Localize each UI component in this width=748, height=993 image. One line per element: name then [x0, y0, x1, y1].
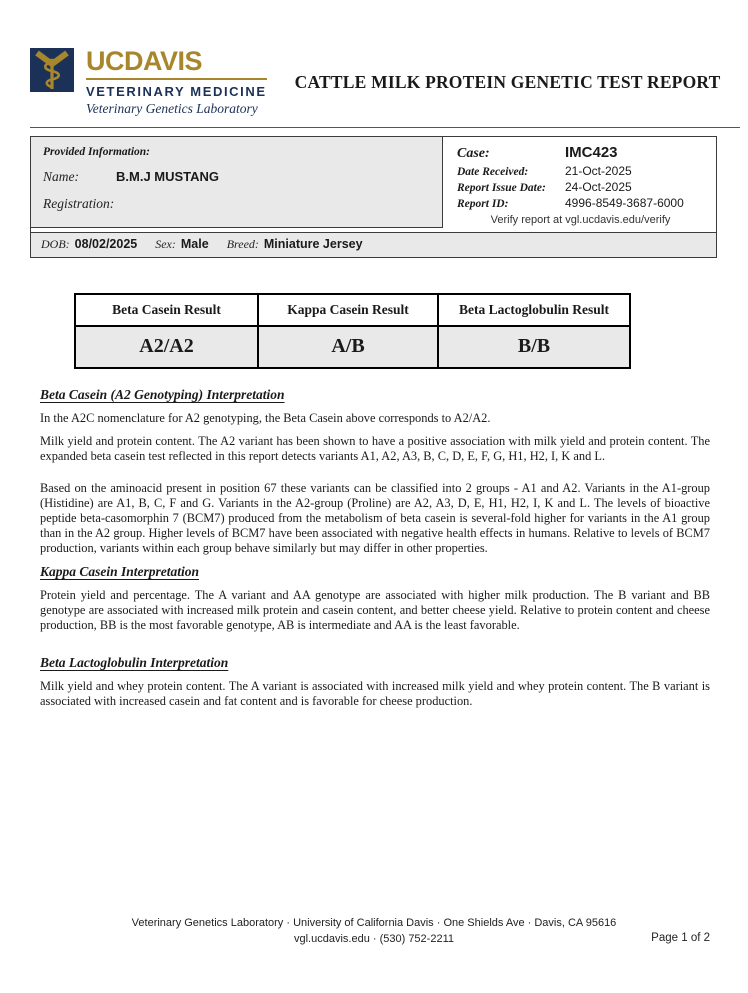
registration-field — [43, 196, 430, 212]
caduceus-icon — [30, 48, 74, 92]
provided-information-cell — [31, 137, 443, 228]
kappa-casein-section — [40, 564, 710, 633]
footer-address: Veterinary Genetics Laboratory · University of California Davis · One Shields Ave · Davis, CA 95616 — [131, 917, 617, 929]
results-header-row — [75, 294, 630, 326]
logo-brand — [86, 48, 267, 80]
report-header — [30, 48, 720, 117]
results-value-row — [75, 326, 630, 368]
kappa-casein-result: A/B — [258, 326, 438, 368]
dob-value: 08/02/2025 — [74, 237, 138, 251]
page-title: CATTLE MILK PROTEIN GENETIC TEST REPORT — [294, 72, 721, 92]
report-id-value: 4996-8549-3687-6000 — [565, 196, 684, 210]
report-id-row — [457, 196, 704, 210]
page-indicator: Page 1 of 2 — [651, 932, 710, 944]
beta-lactoglobulin-paragraph: Milk yield and whey protein content. The A variant is associated with increased milk yield and whey protein content. The B variant is associated with increased casein and fat content and is favorable for cheese production. — [40, 679, 710, 708]
date-received-value: 21-Oct-2025 — [565, 164, 632, 178]
beta-casein-paragraph-3: Based on the aminoacid present in position 67 these variants can be classified into 2 groups - A1 and A2. Variants in the A1-group (Histidine) are A1, B, C, F and G. Variants in the A2-group (Proline) are A2, A3, D, E, H1, H2, I, K and L. The levels of bioactive peptide beta-casomorphin 7 (BCM7) produced from the metabolism of beta casein is several-fold higher for variants in the A1 group than in the A2 group. Higher levels of BCM7 have been associated with negative health effects in humans. Relative to levels of BCM7 production, variants within each group behave similarly but may differ in other properties. — [40, 481, 710, 555]
interpretation-sections — [40, 387, 710, 709]
logo-subtitle: VETERINARY MEDICINE — [86, 84, 267, 99]
logo-uc-text: UC — [86, 46, 124, 76]
dob-sex-breed-row — [31, 232, 716, 257]
beta-casein-paragraph-2: Milk yield and protein content. The A2 variant has been shown to have a positive association with milk yield and protein content. The expanded beta casein test reflected in this report detects variants A1, A2, A3, B, C, D, E, F, G, H1, H2, I, K and L. — [40, 434, 710, 463]
kappa-casein-header: Kappa Casein Result — [258, 294, 438, 326]
registration-label: Registration: — [43, 196, 115, 211]
info-box — [30, 136, 717, 258]
name-label: Name: — [43, 169, 79, 184]
report-issue-date-row — [457, 180, 704, 194]
case-row — [457, 144, 704, 162]
date-received-row — [457, 164, 704, 178]
beta-lactoglobulin-section — [40, 655, 710, 709]
name-field — [43, 169, 430, 185]
kappa-casein-paragraph: Protein yield and percentage. The A variant and AA genotype are associated with higher milk production. The B variant and BB genotype are associated with increased milk protein and casein content, and better cheese yield. Relative to protein content and cheese production, BB is the most favorable genotype, AB is intermediate and AA is the least favorable. — [40, 588, 710, 632]
report-id-label: Report ID: — [457, 198, 509, 210]
report-issue-date-value: 24-Oct-2025 — [565, 180, 632, 194]
sex-value: Male — [180, 237, 209, 251]
beta-casein-heading: Beta Casein (A2 Genotyping) Interpretation — [40, 387, 285, 402]
sex-label: Sex: — [155, 237, 176, 251]
beta-lactoglobulin-heading: Beta Lactoglobulin Interpretation — [40, 655, 229, 670]
dob-label: DOB: — [41, 237, 70, 251]
header-divider — [30, 127, 740, 128]
kappa-casein-heading: Kappa Casein Interpretation — [40, 564, 200, 579]
case-value: IMC423 — [565, 144, 618, 161]
info-top-row — [31, 137, 716, 232]
breed-label: Breed: — [226, 237, 259, 251]
beta-casein-result: A2/A2 — [75, 326, 258, 368]
ucdavis-logo — [30, 48, 267, 117]
report-issue-date-label: Report Issue Date: — [457, 182, 546, 194]
beta-casein-section — [40, 387, 710, 556]
beta-lactoglobulin-result: B/B — [438, 326, 630, 368]
date-received-label: Date Received: — [457, 166, 529, 178]
logo-tagline: Veterinary Genetics Laboratory — [86, 101, 258, 116]
beta-lactoglobulin-header: Beta Lactoglobulin Result — [438, 294, 630, 326]
footer — [0, 916, 748, 948]
breed-value: Miniature Jersey — [263, 237, 363, 251]
name-value: B.M.J MUSTANG — [116, 169, 220, 184]
beta-casein-paragraph-1: In the A2C nomenclature for A2 genotyping, the Beta Casein above corresponds to A2/A2. — [40, 411, 491, 425]
footer-contact: vgl.ucdavis.edu · (530) 752-2211 — [293, 932, 454, 945]
verify-report-text: Verify report at vgl.ucdavis.edu/verify — [490, 214, 671, 226]
results-table — [74, 293, 631, 369]
beta-casein-header: Beta Casein Result — [75, 294, 258, 326]
case-details-cell — [443, 137, 716, 232]
logo-davis-text: DAVIS — [124, 46, 203, 76]
logo-text — [86, 48, 267, 117]
provided-information-label: Provided Information: — [43, 146, 151, 158]
case-label: Case: — [457, 146, 490, 161]
